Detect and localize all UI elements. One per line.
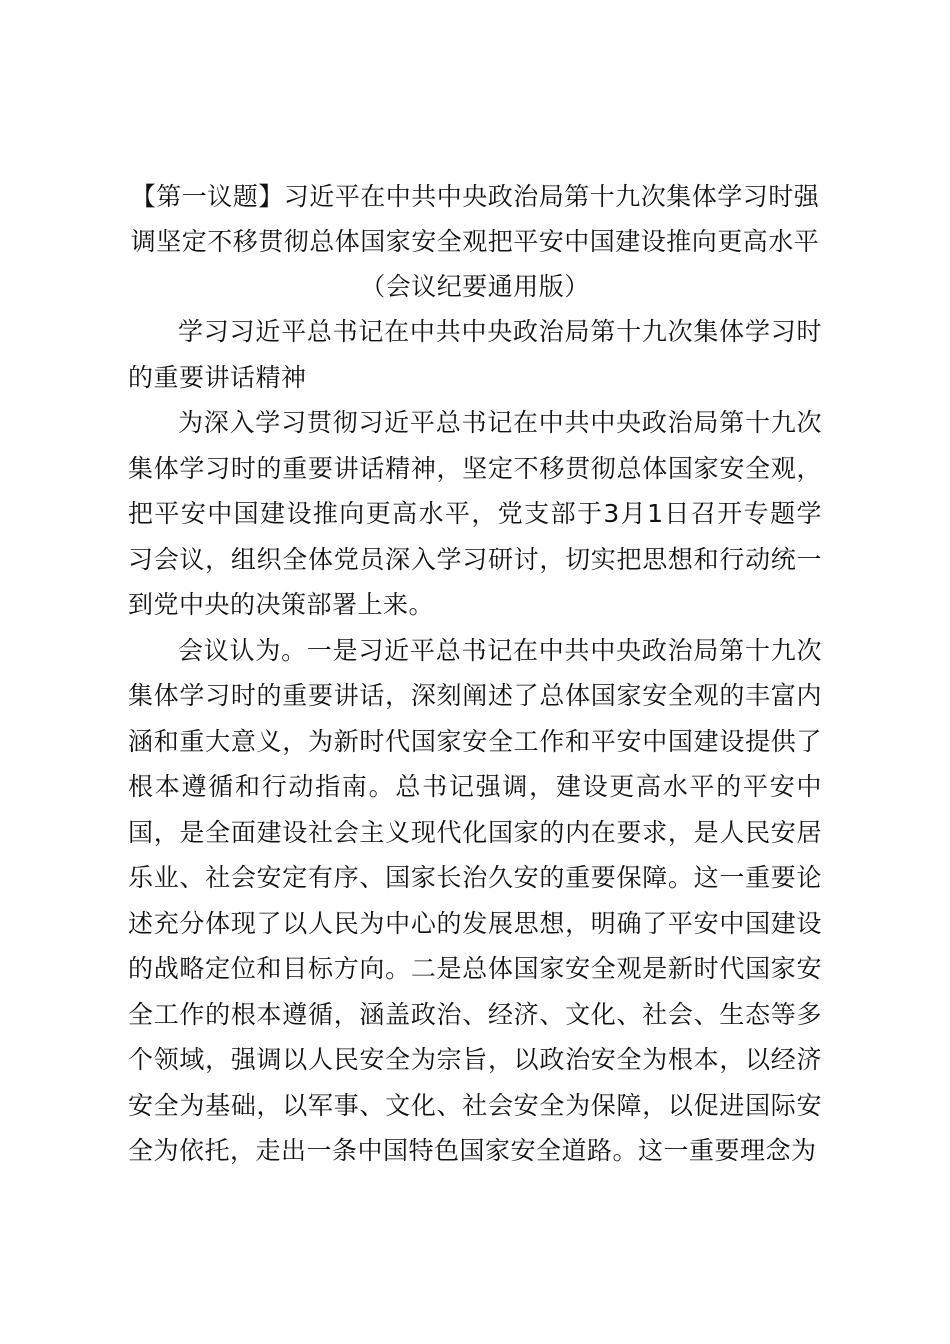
title-line-1: 【第一议题】习近平在中共中央政治局第十九次集体学习时强 bbox=[130, 182, 820, 211]
document-title bbox=[128, 174, 822, 309]
paragraph-intro: 为深入学习贯彻习近平总书记在中共中央政治局第十九次集体学习时的重要讲话精神，坚定不移贯彻总体国家安全观，把平安中国建设推向更高水平，党支部于3月1日召开专题学习会议，组织全体党员深入学习研讨，切实把思想和行动统一到党中央的决策部署上来。 bbox=[128, 408, 822, 619]
document-page bbox=[128, 174, 822, 1174]
paragraph-meeting-view: 会议认为。一是习近平总书记在中共中央政治局第十九次集体学习时的重要讲话，深刻阐述了总体国家安全观的丰富内涵和重大意义，为新时代国家安全工作和平安中国建设提供了根本遵循和行动指南。总书记强调，建设更高水平的平安中国，是全面建设社会主义现代化国家的内在要求，是人民安居乐业、社会安定有序、国家长治久安的重要保障。这一重要论述充分体现了以人民为中心的发展思想，明确了平安中国建设的战略定位和目标方向。二是总体国家安全观是新时代国家安全工作的根本遵循，涵盖政治、经济、文化、社会、生态等多个领域，强调以人民安全为宗旨，以政治安全为根本，以经济安全为基础，以军事、文化、社会安全为保障，以促进国际安全为依托，走出一条中国特色国家安全道路。这一重要理念为 bbox=[128, 635, 822, 1165]
title-line-3: （会议纪要通用版） bbox=[360, 272, 590, 301]
title-line-2: 调坚定不移贯彻总体国家安全观把平安中国建设推向更高水平 bbox=[130, 227, 820, 256]
paragraph-subtitle: 学习习近平总书记在中共中央政治局第十九次集体学习时的重要讲话精神 bbox=[128, 317, 822, 392]
